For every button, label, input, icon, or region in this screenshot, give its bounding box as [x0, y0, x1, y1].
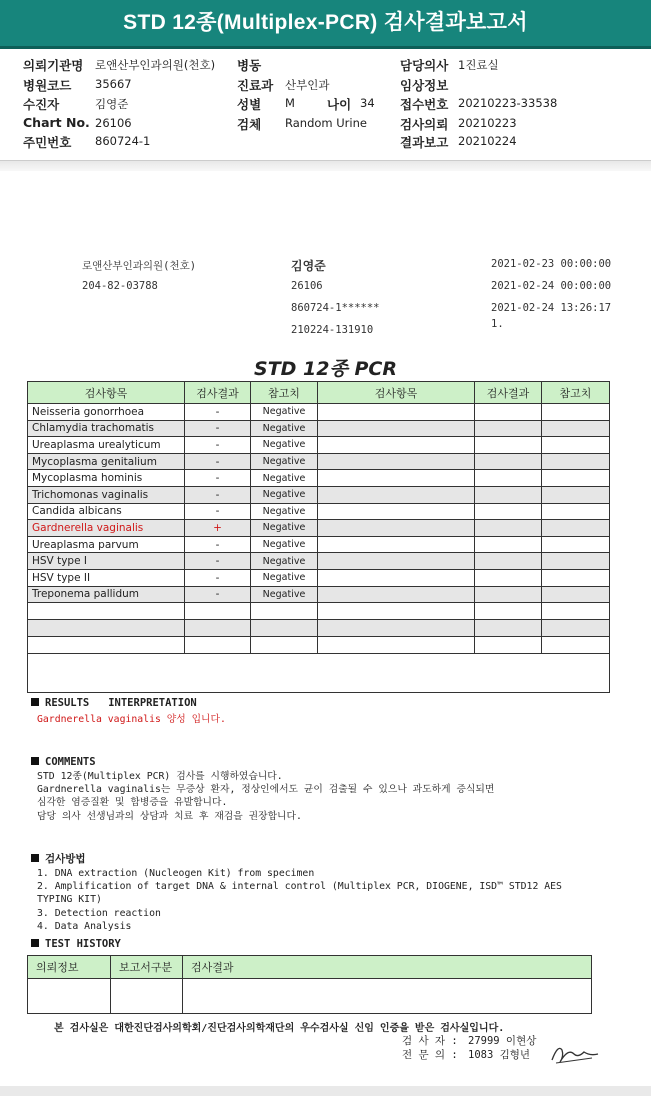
- empty-cell: [542, 603, 610, 620]
- comments-line-1: STD 12종(Multiplex PCR) 검사를 시행하였습니다.: [37, 771, 283, 782]
- table-row: [28, 453, 610, 470]
- empty-cell: [318, 553, 475, 570]
- history-cell: [183, 979, 592, 1014]
- test-item-name: Neisseria gonorrhoea: [28, 404, 185, 421]
- test-result: -: [185, 503, 251, 520]
- date-reported: 2021-02-24 13:26:17: [491, 302, 612, 314]
- empty-cell: [185, 637, 251, 654]
- bullet-square-icon: [31, 939, 39, 947]
- table-row: [28, 620, 610, 637]
- signature-icon: [548, 1040, 602, 1066]
- table-row: [28, 404, 610, 421]
- report-date-label: 결과보고: [400, 135, 449, 150]
- method-heading-text: 검사방법: [45, 853, 86, 865]
- empty-cell: [475, 503, 542, 520]
- bullet-square-icon: [31, 698, 39, 706]
- empty-cell: [542, 420, 610, 437]
- test-result: -: [185, 536, 251, 553]
- method-line-1: 1. DNA extraction (Nucleogen Kit) from specimen: [37, 868, 315, 879]
- empty-cell: [475, 536, 542, 553]
- empty-cell: [475, 453, 542, 470]
- empty-cell: [318, 520, 475, 537]
- ward-label: 병동: [237, 58, 262, 73]
- results-table-header: [28, 382, 610, 404]
- test-reference: Negative: [251, 569, 318, 586]
- empty-cell: [318, 603, 475, 620]
- bullet-square-icon: [31, 757, 39, 765]
- test-reference: Negative: [251, 420, 318, 437]
- age-value: 34: [360, 96, 375, 110]
- comments-line-3: 심각한 염증질환 및 합병증을 유발합니다.: [37, 797, 228, 808]
- empty-cell: [318, 420, 475, 437]
- doctor-label: 담당의사: [400, 58, 449, 73]
- empty-cell: [28, 654, 610, 693]
- method-line-3: TYPING KIT): [37, 894, 102, 905]
- patient-label: 수진자: [23, 97, 60, 112]
- empty-cell: [318, 637, 475, 654]
- test-item-name: Trichomonas vaginalis: [28, 486, 185, 503]
- header-result-2: 검사결과: [475, 382, 542, 404]
- empty-cell: [475, 586, 542, 603]
- empty-cell: [542, 553, 610, 570]
- test-item-name: Candida albicans: [28, 503, 185, 520]
- empty-cell: [318, 503, 475, 520]
- results-text: Gardnerella vaginalis 양성 입니다.: [37, 714, 226, 725]
- certification-text: 본 검사실은 대한진단검사의학회/진단검사의학재단의 우수검사실 신임 인증을 받은 검사실입니다.: [54, 1023, 505, 1034]
- empty-cell: [318, 569, 475, 586]
- table-row: [28, 520, 610, 537]
- empty-cell: [318, 486, 475, 503]
- pcr-title: STD 12종 PCR: [254, 358, 397, 380]
- empty-cell: [542, 620, 610, 637]
- chart-no-value: 26106: [95, 116, 132, 130]
- empty-cell: [542, 437, 610, 454]
- empty-cell: [318, 437, 475, 454]
- patient-value: 김영준: [95, 97, 129, 111]
- history-header-request: 의뢰정보: [28, 956, 111, 979]
- test-result: -: [185, 437, 251, 454]
- bullet-square-icon: [31, 854, 39, 862]
- rrn-value: 860724-1: [95, 134, 151, 148]
- test-reference: Negative: [251, 536, 318, 553]
- test-reference: Negative: [251, 520, 318, 537]
- header-reference: 참고치: [251, 382, 318, 404]
- method-line-2: 2. Amplification of target DNA & internal control (Multiplex PCR, DIOGENE, ISD™ STD12 AES: [37, 881, 562, 892]
- empty-cell: [28, 637, 185, 654]
- empty-cell: [28, 620, 185, 637]
- empty-cell: [542, 586, 610, 603]
- test-item-name: Mycoplasma hominis: [28, 470, 185, 487]
- results-heading-text: RESULTS INTERPRETATION: [45, 697, 197, 709]
- table-row: [28, 586, 610, 603]
- empty-cell: [542, 470, 610, 487]
- history-cell: [28, 979, 111, 1014]
- chart-no-label: Chart No.: [23, 115, 90, 130]
- clinic-label: 의뢰기관명: [23, 58, 84, 73]
- patient-name: 김영준: [291, 259, 326, 273]
- test-result: -: [185, 486, 251, 503]
- empty-cell: [542, 520, 610, 537]
- empty-cell: [542, 503, 610, 520]
- empty-cell: [28, 603, 185, 620]
- table-row: [28, 637, 610, 654]
- history-header-result: 검사결과: [183, 956, 592, 979]
- table-row: [28, 420, 610, 437]
- empty-cell: [542, 453, 610, 470]
- date-tested: 2021-02-24 00:00:00: [491, 280, 612, 292]
- test-result: -: [185, 404, 251, 421]
- doctor-value: 1진료실: [458, 58, 499, 72]
- header-result: 검사결과: [185, 382, 251, 404]
- history-cell: [111, 979, 183, 1014]
- results-heading: [31, 697, 197, 709]
- empty-cell: [475, 470, 542, 487]
- empty-cell: [251, 637, 318, 654]
- test-item-name: Mycoplasma genitalium: [28, 453, 185, 470]
- comments-heading-text: COMMENTS: [45, 756, 96, 768]
- table-row: [28, 553, 610, 570]
- test-reference: Negative: [251, 404, 318, 421]
- test-reference: Negative: [251, 470, 318, 487]
- test-result: -: [185, 453, 251, 470]
- table-row: [28, 470, 610, 487]
- empty-cell: [475, 637, 542, 654]
- bottom-band: [0, 1086, 651, 1096]
- department-label: 진료과: [237, 78, 274, 93]
- test-item-name: Treponema pallidum: [28, 586, 185, 603]
- table-row: [28, 437, 610, 454]
- test-result: -: [185, 420, 251, 437]
- empty-cell: [251, 603, 318, 620]
- test-item-name: Ureaplasma urealyticum: [28, 437, 185, 454]
- patient-chart: 26106: [291, 280, 323, 292]
- empty-cell: [251, 620, 318, 637]
- report-title-bar: [0, 0, 651, 49]
- report-date-value: 20210224: [458, 134, 517, 148]
- test-reference: Negative: [251, 553, 318, 570]
- empty-cell: [475, 569, 542, 586]
- empty-cell: [542, 536, 610, 553]
- table-row: [28, 503, 610, 520]
- empty-cell: [318, 404, 475, 421]
- history-header-type: 보고서구분: [111, 956, 183, 979]
- receipt-no-label: 접수번호: [400, 97, 449, 112]
- age-label: 나이: [327, 97, 352, 112]
- test-item-name: HSV type I: [28, 553, 185, 570]
- section-divider: [0, 160, 651, 171]
- test-reference: Negative: [251, 586, 318, 603]
- hospital-code-value: 35667: [95, 77, 132, 91]
- tester-label: 검 사 자 :: [402, 1035, 458, 1047]
- test-item-name: HSV type II: [28, 569, 185, 586]
- empty-cell: [542, 637, 610, 654]
- comments-line-4: 담당 의사 선생님과의 상담과 치료 후 재검을 권장합니다.: [37, 811, 302, 822]
- comments-heading: [31, 756, 96, 768]
- date-received: 2021-02-23 00:00:00: [491, 258, 612, 270]
- request-date-label: 검사의뢰: [400, 117, 449, 132]
- empty-cell: [185, 603, 251, 620]
- table-row: [28, 603, 610, 620]
- comments-line-2: Gardnerella vaginalis는 무증상 환자, 정상인에서도 균이 검출될 수 있으나 과도하게 증식되면: [37, 784, 495, 795]
- test-result: -: [185, 470, 251, 487]
- empty-cell: [475, 620, 542, 637]
- empty-cell: [318, 586, 475, 603]
- test-result: -: [185, 586, 251, 603]
- table-row: [28, 569, 610, 586]
- empty-cell: [318, 620, 475, 637]
- department-value: 산부인과: [285, 78, 330, 92]
- empty-cell: [542, 569, 610, 586]
- clinic-value: 로앤산부인과의원(천호): [95, 58, 216, 72]
- empty-cell: [542, 486, 610, 503]
- history-table: [27, 955, 592, 1014]
- header-test-item: 검사항목: [28, 382, 185, 404]
- empty-cell: [542, 404, 610, 421]
- empty-cell: [475, 520, 542, 537]
- method-heading: [31, 851, 86, 866]
- rrn-label: 주민번호: [23, 135, 72, 150]
- method-line-4: 3. Detection reaction: [37, 908, 161, 919]
- date-reported-cont: 1.: [491, 318, 504, 330]
- table-row: [28, 536, 610, 553]
- patient-clinic: 로앤산부인과의원(천호): [82, 260, 197, 272]
- header-reference-2: 참고치: [542, 382, 610, 404]
- table-row: [28, 654, 610, 693]
- sex-label: 성별: [237, 97, 262, 112]
- empty-cell: [475, 404, 542, 421]
- test-reference: Negative: [251, 503, 318, 520]
- empty-cell: [475, 486, 542, 503]
- test-reference: Negative: [251, 486, 318, 503]
- test-reference: Negative: [251, 453, 318, 470]
- results-table: [27, 381, 610, 693]
- patient-biz-no: 204-82-03788: [82, 280, 158, 292]
- tester-value: 27999 이현상: [468, 1035, 537, 1047]
- empty-cell: [318, 453, 475, 470]
- receipt-no-value: 20210223-33538: [458, 96, 558, 110]
- test-item-name: Ureaplasma parvum: [28, 536, 185, 553]
- empty-cell: [475, 603, 542, 620]
- history-heading: [31, 938, 121, 950]
- specimen-value: Random Urine: [285, 116, 367, 130]
- test-result: +: [185, 520, 251, 537]
- empty-cell: [475, 437, 542, 454]
- patient-sample: 210224-131910: [291, 324, 374, 336]
- empty-cell: [185, 620, 251, 637]
- empty-cell: [475, 420, 542, 437]
- sex-value: M: [285, 96, 295, 110]
- header-test-item-2: 검사항목: [318, 382, 475, 404]
- specialist-value: 1083 김형년: [468, 1049, 531, 1061]
- test-item-name: Chlamydia trachomatis: [28, 420, 185, 437]
- empty-cell: [318, 536, 475, 553]
- specialist-label: 전 문 의 :: [402, 1049, 458, 1061]
- specimen-label: 검체: [237, 117, 262, 132]
- request-date-value: 20210223: [458, 116, 517, 130]
- test-item-name: Gardnerella vaginalis: [28, 520, 185, 537]
- test-reference: Negative: [251, 437, 318, 454]
- table-row: [28, 486, 610, 503]
- empty-cell: [475, 553, 542, 570]
- hospital-code-label: 병원코드: [23, 78, 72, 93]
- empty-cell: [318, 470, 475, 487]
- history-heading-text: TEST HISTORY: [45, 938, 121, 950]
- test-result: -: [185, 553, 251, 570]
- test-result: -: [185, 569, 251, 586]
- clinical-info-label: 임상정보: [400, 78, 449, 93]
- method-line-5: 4. Data Analysis: [37, 921, 132, 932]
- report-title: STD 12종(Multiplex-PCR) 검사결과보고서: [123, 11, 528, 34]
- patient-rrn: 860724-1******: [291, 302, 380, 314]
